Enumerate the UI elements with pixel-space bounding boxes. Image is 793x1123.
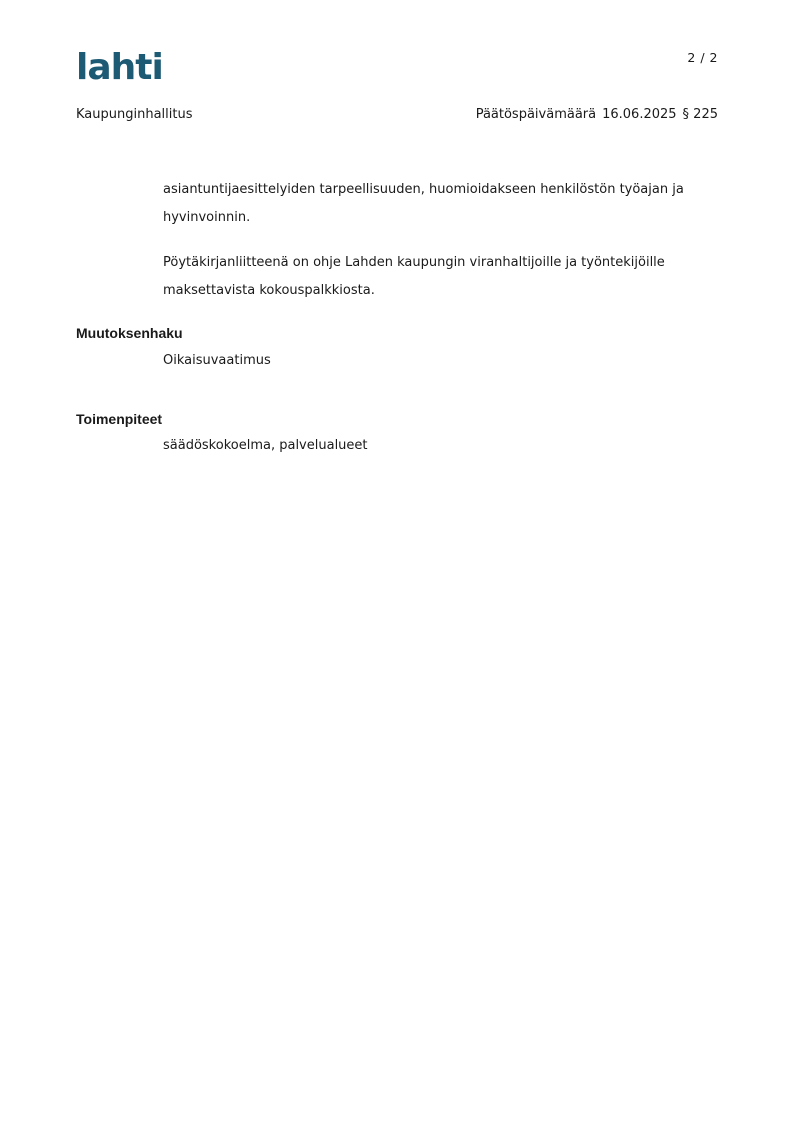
appeal-heading: Muutoksenhaku — [76, 325, 183, 341]
organization-name: Kaupunginhallitus — [76, 107, 193, 122]
body-paragraph: Pöytäkirjanliitteenä on ohje Lahden kaupungin viranhaltijoille ja työntekijöille maksettavista kokouspalkkiosta. — [163, 255, 665, 298]
svg-text:lahti: lahti — [76, 48, 163, 82]
section-reference: § 225 — [682, 107, 718, 122]
decision-date-label: Päätöspäivämäärä — [475, 107, 597, 122]
page-number: 2 / 2 — [687, 50, 718, 65]
lahti-logo — [76, 48, 168, 82]
decision-meta — [476, 107, 718, 122]
actions-heading: Toimenpiteet — [76, 411, 163, 427]
appeal-value: Oikaisuvaatimus — [163, 353, 271, 368]
decision-date: 16.06.2025 — [602, 107, 677, 122]
actions-value: säädöskokoelma, palvelualueet — [163, 438, 368, 453]
body-paragraph: asiantuntijaesittelyiden tarpeellisuuden, huomioidakseen henkilöstön työajan ja hyvinvoinnin. — [163, 182, 684, 225]
